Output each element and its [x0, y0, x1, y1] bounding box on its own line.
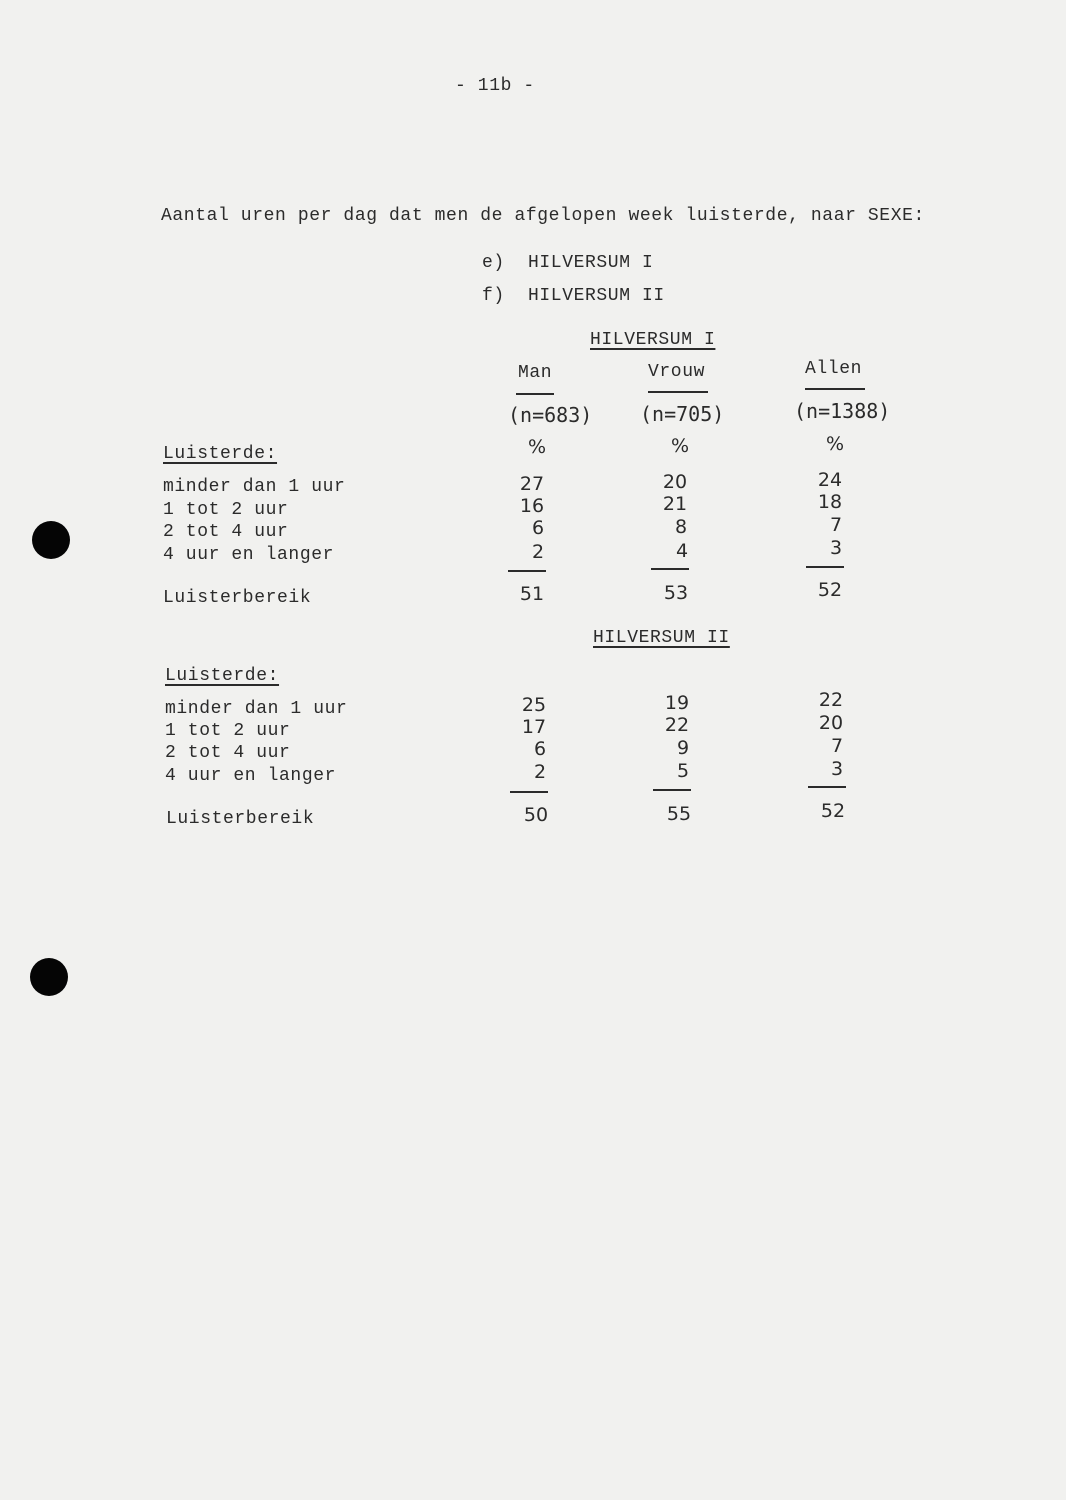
- cell-value: 18: [817, 491, 843, 513]
- total-value: 52: [820, 800, 846, 822]
- cell-value: 3: [830, 758, 844, 780]
- column-rule-vrouw: [648, 391, 708, 393]
- total-value: 51: [519, 583, 545, 605]
- page-heading: Aantal uren per dag dat men de afgelopen week luisterde, naar SEXE:: [161, 206, 925, 226]
- cell-value: 7: [829, 514, 843, 536]
- total-rule-allen: [806, 566, 844, 568]
- cell-value: 4: [675, 540, 689, 562]
- total-label: Luisterbereik: [163, 588, 312, 608]
- total-rule-man: [508, 570, 546, 572]
- cell-value: 9: [676, 737, 690, 759]
- cell-value: 16: [519, 495, 545, 517]
- row-label: 4 uur en langer: [163, 545, 335, 565]
- subhead-text-e: HILVERSUM I: [528, 253, 654, 273]
- row-label: 1 tot 2 uur: [163, 500, 289, 520]
- section-title-hilversum-2: HILVERSUM II: [593, 628, 730, 648]
- section-label-luisterde-1: Luisterde:: [163, 444, 278, 464]
- column-label-vrouw: Vrouw: [648, 362, 706, 382]
- row-label: 2 tot 4 uur: [163, 522, 289, 542]
- punch-hole-bottom: [30, 958, 68, 996]
- cell-value: 17: [521, 716, 547, 738]
- cell-value: 20: [818, 712, 844, 734]
- total-rule-allen: [808, 786, 846, 788]
- cell-value: 20: [662, 471, 688, 493]
- cell-value: 3: [829, 537, 843, 559]
- column-unit-man: %: [527, 436, 547, 458]
- cell-value: 2: [533, 761, 547, 783]
- cell-value: 6: [531, 517, 545, 539]
- total-value: 50: [523, 804, 549, 826]
- cell-value: 24: [817, 469, 843, 491]
- section-label-luisterde-2: Luisterde:: [165, 666, 280, 686]
- cell-value: 22: [664, 714, 690, 736]
- cell-value: 27: [519, 473, 545, 495]
- column-n-man: (n=683): [508, 403, 593, 427]
- cell-value: 21: [662, 493, 688, 515]
- subhead-letter-e: e): [482, 253, 505, 273]
- cell-value: 7: [830, 735, 844, 757]
- cell-value: 6: [533, 738, 547, 760]
- subhead-text-f: HILVERSUM II: [528, 286, 665, 306]
- page-number: - 11b -: [455, 76, 535, 96]
- row-label: 1 tot 2 uur: [165, 721, 291, 741]
- section-title-hilversum-1: HILVERSUM I: [590, 330, 716, 350]
- subhead-letter-f: f): [482, 286, 505, 306]
- column-n-vrouw: (n=705): [640, 402, 725, 426]
- total-label: Luisterbereik: [166, 809, 315, 829]
- row-label: minder dan 1 uur: [165, 699, 348, 719]
- column-unit-allen: %: [825, 433, 845, 455]
- cell-value: 8: [674, 516, 688, 538]
- cell-value: 25: [521, 694, 547, 716]
- row-label: 4 uur en langer: [165, 766, 337, 786]
- row-label: minder dan 1 uur: [163, 477, 346, 497]
- cell-value: 2: [531, 541, 545, 563]
- column-label-allen: Allen: [805, 359, 863, 379]
- total-value: 55: [666, 803, 692, 825]
- total-rule-vrouw: [651, 568, 689, 570]
- total-value: 53: [663, 582, 689, 604]
- column-n-allen: (n=1388): [794, 399, 891, 423]
- punch-hole-top: [32, 521, 70, 559]
- column-rule-allen: [805, 388, 865, 390]
- total-rule-man: [510, 791, 548, 793]
- row-label: 2 tot 4 uur: [165, 743, 291, 763]
- total-rule-vrouw: [653, 789, 691, 791]
- column-unit-vrouw: %: [670, 435, 690, 457]
- column-rule-man: [516, 393, 554, 395]
- column-label-man: Man: [518, 363, 553, 383]
- cell-value: 22: [818, 689, 844, 711]
- total-value: 52: [817, 579, 843, 601]
- cell-value: 5: [676, 760, 690, 782]
- cell-value: 19: [664, 692, 690, 714]
